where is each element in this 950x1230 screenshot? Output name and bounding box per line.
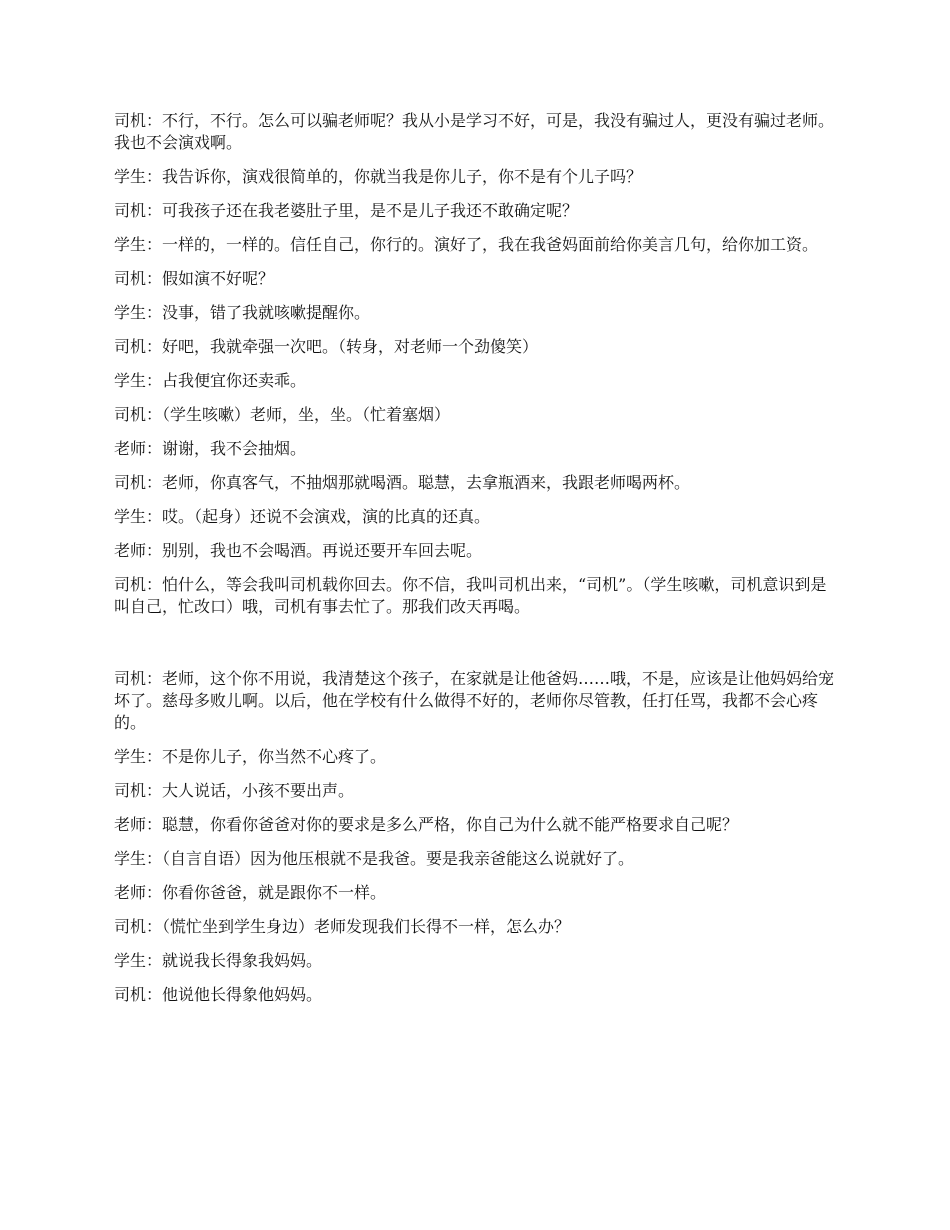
- dialogue-line: 司机：怕什么，等会我叫司机载你回去。你不信，我叫司机出来，“司机”。（学生咳嗽，司机意识到是叫自己，忙改口）哦，司机有事去忙了。那我们改天再喝。: [114, 575, 827, 616]
- dialogue-line: 学生：没事，错了我就咳嗽提醒你。: [114, 303, 371, 322]
- dialogue-line: 学生：不是你儿子，你当然不心疼了。: [114, 747, 387, 766]
- dialogue-line: 司机：（慌忙坐到学生身边）老师发现我们长得不一样，怎么办？: [114, 917, 571, 936]
- dialogue-line: 学生：我告诉你，演戏很简单的，你就当我是你儿子，你不是有个儿子吗？: [114, 167, 643, 186]
- dialogue-line: 老师：你看你爸爸，就是跟你不一样。: [114, 883, 387, 902]
- dialogue-line: 司机：老师，你真客气，不抽烟那就喝酒。聪慧，去拿瓶酒来，我跟老师喝两杯。: [114, 473, 691, 492]
- dialogue-line: 老师：聪慧，你看你爸爸对你的要求是多么严格，你自己为什么就不能严格要求自己呢？: [114, 815, 739, 834]
- dialogue-line: 学生：占我便宜你还卖乖。: [114, 371, 307, 390]
- dialogue-line: 司机：不行，不行。怎么可以骗老师呢？我从小是学习不好，可是，我没有骗过人，更没有骗过老师。我也不会演戏啊。: [114, 111, 835, 152]
- dialogue-line: 司机：好吧，我就牵强一次吧。（转身，对老师一个劲傻笑）: [114, 337, 539, 356]
- dialogue-line: 学生：一样的，一样的。信任自己，你行的。演好了，我在我爸妈面前给你美言几句，给你加工资。: [114, 235, 819, 254]
- dialogue-line: 学生：就说我长得象我妈妈。: [114, 951, 323, 970]
- dialogue-line: 司机：他说他长得象他妈妈。: [114, 985, 323, 1004]
- dialogue-section-1: [114, 110, 842, 618]
- dialogue-line: 学生：（自言自语）因为他压根就不是我爸。要是我亲爸能这么说就好了。: [114, 849, 635, 868]
- dialogue-line: 司机：（学生咳嗽）老师，坐，坐。（忙着塞烟）: [114, 405, 451, 424]
- dialogue-line: 老师：别别，我也不会喝酒。再说还要开车回去呢。: [114, 541, 483, 560]
- dialogue-line: 学生：哎。（起身）还说不会演戏，演的比真的还真。: [114, 507, 491, 526]
- section-gap: [114, 630, 842, 668]
- document-page: [114, 110, 842, 1018]
- dialogue-line: 老师：谢谢，我不会抽烟。: [114, 439, 307, 458]
- dialogue-line: 司机：假如演不好呢？: [114, 269, 275, 288]
- dialogue-line: 司机：大人说话，小孩不要出声。: [114, 781, 355, 800]
- dialogue-section-2: [114, 668, 842, 1006]
- dialogue-line: 司机：老师，这个你不用说，我清楚这个孩子，在家就是让他爸妈……哦，不是，应该是让他妈妈给宠坏了。慈母多败儿啊。以后，他在学校有什么做得不好的，老师你尽管教，任打任骂，我都不会心疼的。: [114, 669, 835, 732]
- dialogue-line: 司机：可我孩子还在我老婆肚子里，是不是儿子我还不敢确定呢？: [114, 201, 579, 220]
